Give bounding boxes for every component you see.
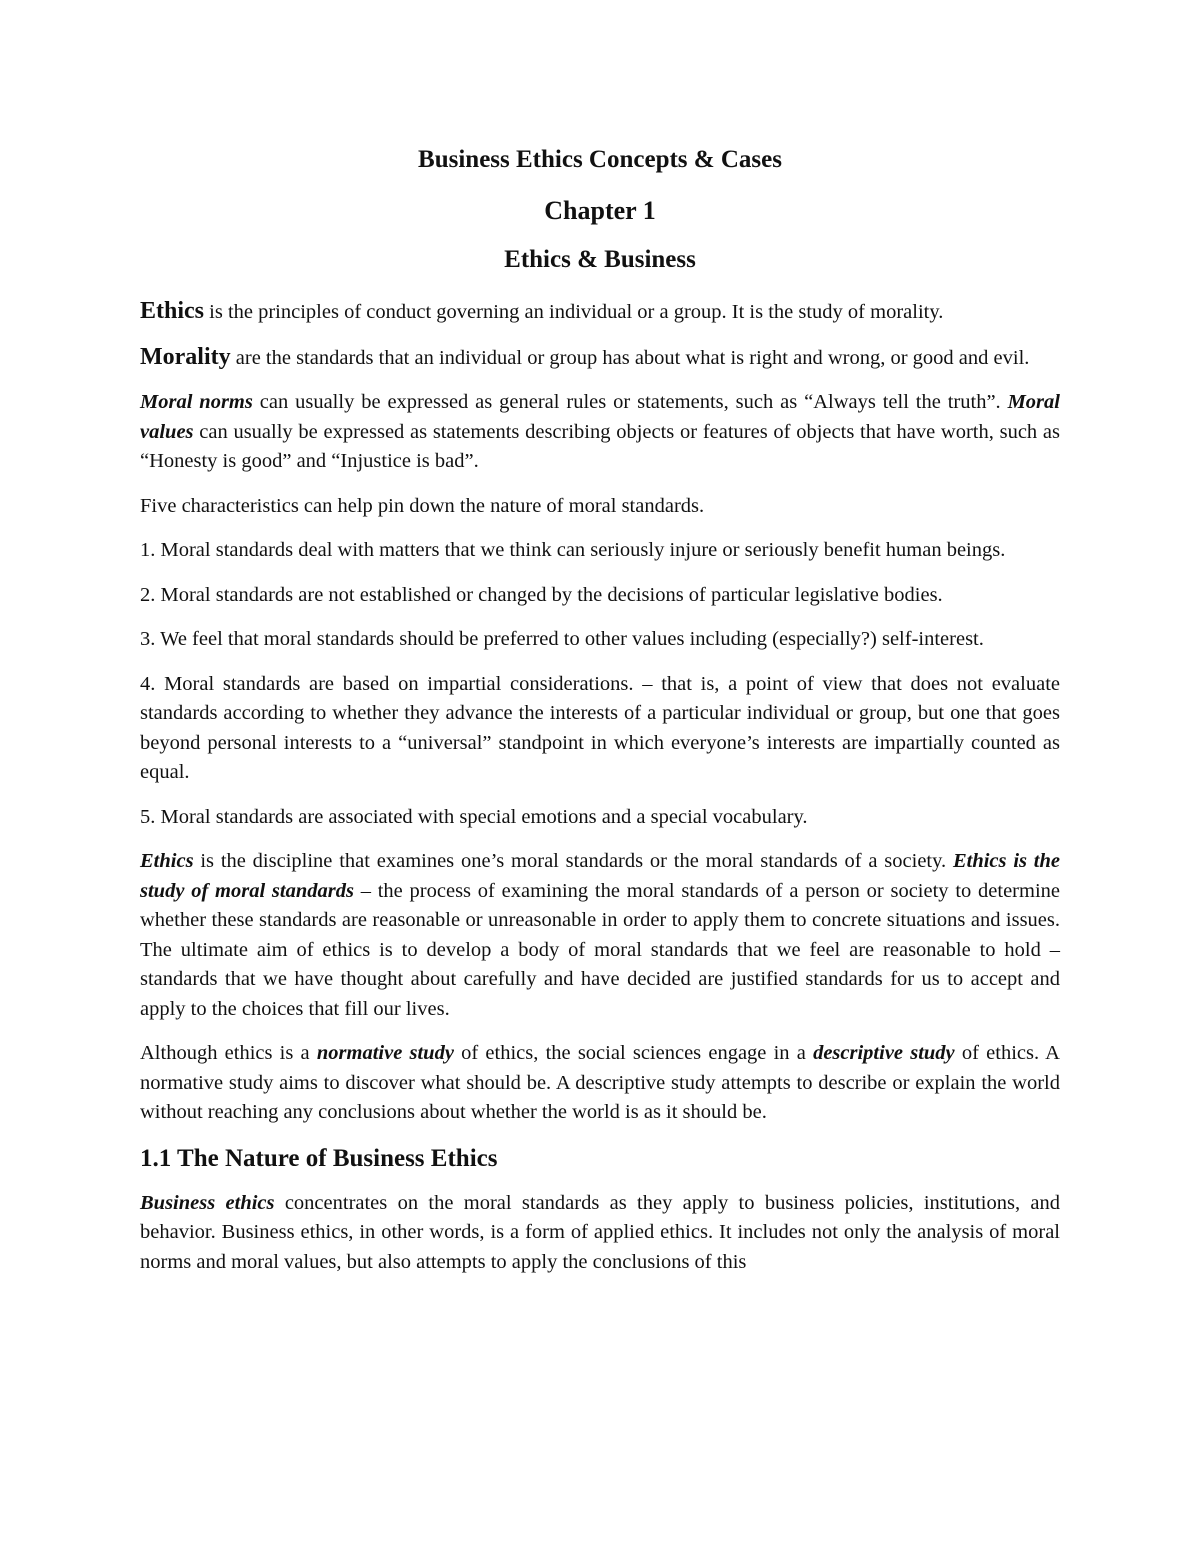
paragraph-text: Although ethics is a	[140, 1042, 317, 1064]
morality-definition-paragraph	[140, 343, 1060, 374]
paragraph-text: of ethics. A normative study aims to discover what should be. A descriptive study attempts to describe or explain the world without reaching any conclusions about whether the world is as it should be.	[140, 1042, 1060, 1123]
paragraph-text: are the standards that an individual or group has about what is right and wrong, or good and evil.	[230, 346, 1030, 369]
moral-norms-paragraph	[140, 388, 1060, 477]
list-item: 4. Moral standards are based on impartial considerations. – that is, a point of view that does not evaluate standards according to whether they advance the interests of a particular individual or group, but one that goes beyond personal interests to a “universal” standpoint in which everyone’s interests are impartially counted as equal.	[140, 672, 1060, 783]
section-heading: 1.1 The Nature of Business Ethics	[140, 1144, 498, 1172]
list-item: 1. Moral standards deal with matters that we think can seriously injure or seriously benefit human beings.	[140, 539, 1006, 561]
term-normative-study: normative study	[316, 1042, 454, 1064]
paragraph-text: concentrates on the moral standards as they apply to business policies, institutions, and behavior. Business ethics, in other words, is a form of applied ethics. It includes not only the analysis of moral norms and moral values, but also attempts to apply the conclusions of this	[140, 1191, 1060, 1273]
paragraph-text: is the principles of conduct governing an individual or a group. It is the study of morality.	[204, 301, 944, 323]
term-ethics-italic: Ethics	[140, 850, 194, 872]
paragraph-text: – the process of examining the moral standards of a person or society to determine whether these standards are reasonable or unreasonable in order to apply them to concrete situations and issues. The ultimate aim of ethics is to develop a body of moral standards that we feel are reasonable to hold – standards that we have thought about carefully and have decided are justified standards for us to accept and apply to the choices that fill our lives.	[140, 879, 1060, 1020]
list-item: 3. We feel that moral standards should be preferred to other values including (especially?) self-interest.	[140, 628, 984, 650]
term-moral-norms: Moral norms	[140, 391, 253, 413]
paragraph-text: is the discipline that examines one’s moral standards or the moral standards of a society.	[193, 850, 953, 872]
paragraph-text: of ethics, the social sciences engage in a	[453, 1042, 814, 1064]
term-business-ethics: Business ethics	[140, 1191, 275, 1214]
document-body	[140, 297, 1060, 1292]
document-title: Business Ethics Concepts & Cases	[418, 146, 782, 173]
chapter-title: Ethics & Business	[504, 246, 696, 273]
chapter-number: Chapter 1	[544, 196, 656, 225]
term-moral-values: Moral values	[140, 391, 1060, 443]
normative-descriptive-paragraph	[140, 1039, 1060, 1128]
characteristics-intro: Five characteristics can help pin down the nature of moral standards.	[140, 494, 705, 517]
paragraph-text: can usually be expressed as general rules or statements, such as “Always tell the truth”.	[252, 391, 1008, 413]
list-item: 5. Moral standards are associated with special emotions and a special vocabulary.	[140, 805, 808, 828]
ethics-definition-paragraph	[140, 297, 1060, 328]
paragraph-text: can usually be expressed as statements describing objects or features of objects that have worth, such as “Honesty is good” and “Injustice is bad”.	[140, 420, 1060, 472]
term-morality: Morality	[140, 343, 231, 370]
term-ethics: Ethics	[140, 298, 205, 324]
business-ethics-paragraph	[140, 1189, 1060, 1278]
ethics-discipline-paragraph	[140, 847, 1060, 1024]
term-descriptive-study: descriptive study	[813, 1042, 955, 1064]
list-item: 2. Moral standards are not established or changed by the decisions of particular legislative bodies.	[140, 583, 943, 606]
term-ethics-study: Ethics is the study of moral standards	[140, 850, 1060, 902]
